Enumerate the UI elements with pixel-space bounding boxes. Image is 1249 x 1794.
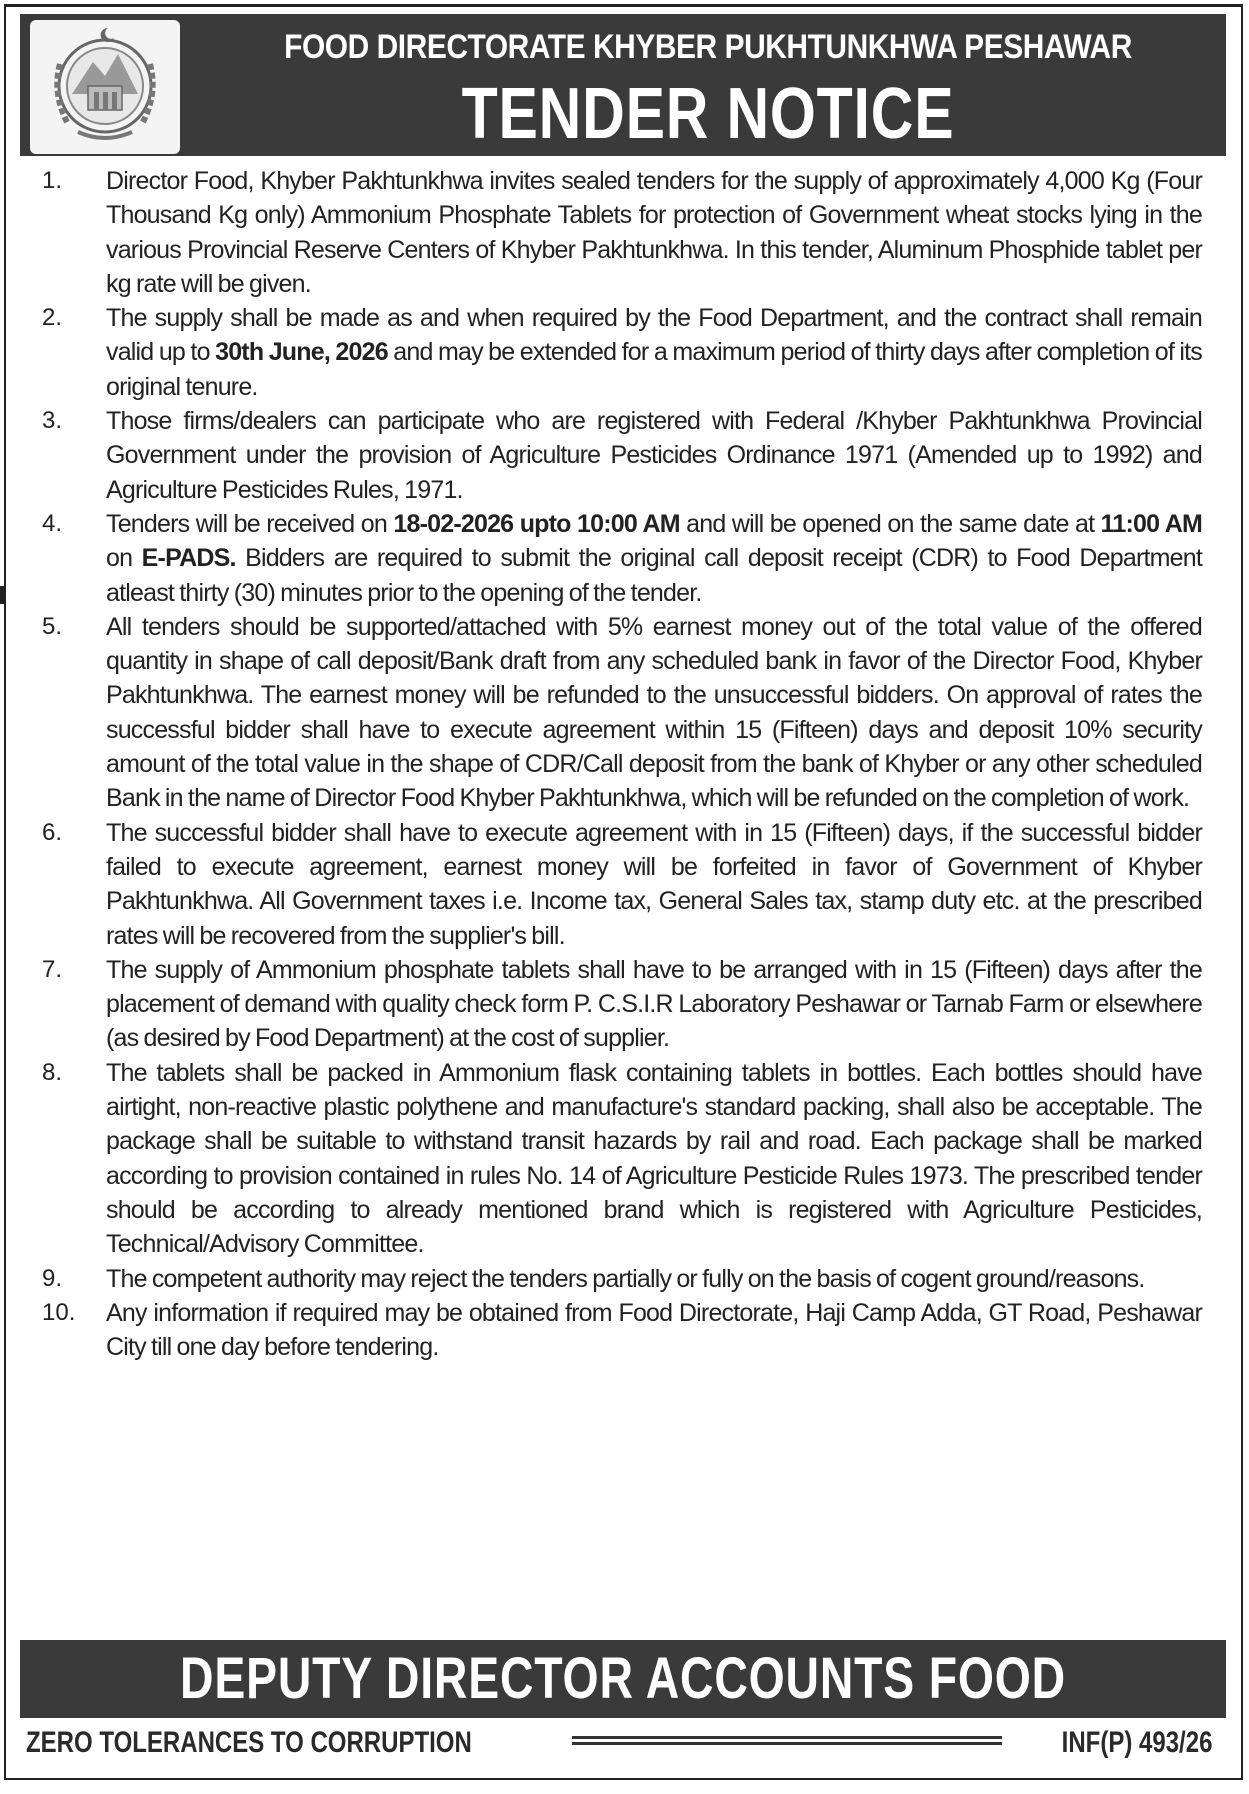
emphasized-text: 11:00 AM [1100,509,1202,538]
signatory-title: DEPUTY DIRECTOR ACCOUNTS FOOD DIRECTORATE [180,1646,1066,1781]
page-title: TENDER NOTICE [461,74,955,154]
item-number: 4. [42,509,63,537]
text-segment: on [106,544,142,573]
text-segment: Director Food, Khyber Pakhtunkhwa invites sealed tenders for the supply of approximately 4,000 Kg (Four Thousand Kg only) Ammonium Phosphate Tablets for protection of Government wheat stocks lying in the various Provincial Reserve Centers of Khyber Pakhtunkhwa. In this tender, Aluminum Phosphide tablet per kg rate will be given. [106,167,1202,298]
item-number: 9. [42,1264,63,1292]
emphasized-text: 18-02-2026 upto 10:00 AM [393,509,680,538]
item-number: 5. [42,612,63,640]
item-number: 2. [42,304,63,332]
text-segment: Bidders are required to submit the original call deposit receipt (CDR) to Food Department atleast thirty (30) minutes prior to the opening of the tender. [106,544,1202,607]
item-number: 8. [42,1058,63,1086]
item-text [106,507,1202,610]
item-number: 7. [42,955,63,983]
text-segment: The supply of Ammonium phosphate tablets shall have to be arranged with in 15 (Fifteen) days after the placement of demand with quality check form P. C.S.I.R Laboratory Peshawar or Tarnab Farm or elsewhere (as desired by Food Department) at the cost of supplier. [106,955,1202,1053]
item-number: 3. [42,407,63,435]
organization-name: FOOD DIRECTORATE KHYBER PUKHTUNKHWA PESHAWAR [284,28,1132,66]
item-number: 1. [42,167,63,194]
text-segment: The supply shall be made as and when required by the Food Department, and the contract shall remain valid up to [106,304,1202,367]
item-text [106,1296,1202,1365]
list-item [20,1262,1226,1296]
emphasized-text: E-PADS. [141,544,236,573]
tender-terms-list [20,164,1226,1364]
text-segment: All tenders should be supported/attached with 5% earnest money out of the total value of the offered quantity in shape of call deposit/Bank draft from any scheduled bank in favor of the Director Food, Khyber Pakhtunkhwa. The earnest money will be refunded to the unsuccessful bidders. On approval of rates the successful bidder shall have to execute agreement within 15 (Fifteen) days and deposit 10% security amount of the total value in the shape of CDR/Call deposit from the bank of Khyber or any other scheduled Bank in the name of Director Food Khyber Pakhtunkhwa, which will be refunded on the completion of work. [106,612,1202,813]
tender-notice [20,14,1226,1781]
text-segment: Any information if required may be obtained from Food Directorate, Haji Camp Adda, GT Road, Peshawar City till one day before tendering. [106,1298,1202,1362]
government-logo [30,20,180,154]
text-segment: The tablets shall be packed in Ammonium flask containing tablets in bottles. Each bottles should have airtight, non-reactive plastic polythene and manufacture's standard packing, shall also be acceptable. The package shall be suitable to withstand transit hazards by rail and road. Each package shall be marked according to provision contained in rules No. 14 of Agriculture Pesticide Rules 1973. The prescribed tender should be according to already mentioned brand which is registered with Agriculture Pesticides, Technical/Advisory Committee. [106,1058,1202,1259]
text-segment: and will be opened on the same date at [679,509,1101,538]
footer-tagline [20,1722,1226,1764]
reference-number: INF(P) 493/26 [1061,1726,1212,1759]
double-rule-divider [572,1736,1002,1745]
list-item [20,404,1226,507]
text-segment: The competent authority may reject the tenders partially or fully on the basis of cogent ground/reasons. [106,1264,1145,1293]
item-text [106,610,1202,816]
list-item [20,1056,1226,1262]
item-text [106,1056,1202,1262]
text-segment: and may be extended for a maximum period of thirty days after completion of its original tenure. [106,338,1203,401]
item-number: 6. [42,818,63,846]
list-item [20,164,1226,301]
margin-mark [0,586,4,604]
list-item [20,301,1226,404]
text-segment: Those firms/dealers can participate who are registered with Federal /Khyber Pakhtunkhwa Provincial Government under the provision of Agriculture Pesticides Ordinance 1971 (Amended up to 1992) and Agriculture Pesticides Rules, 1971. [106,407,1202,504]
item-text [106,816,1202,953]
item-number: 10. [42,1298,76,1326]
notice-header [20,14,1226,156]
item-text [106,953,1202,1056]
text-segment: The successful bidder shall have to execute agreement with in 15 (Fifteen) days, if the successful bidder failed to execute agreement, earnest money will be forfeited in favor of Government of Khyber Pakhtunkhwa. All Government taxes i.e. Income tax, General Sales tax, stamp duty etc. at the prescribed rates will be recovered from the supplier's bill. [106,818,1202,950]
item-text [106,164,1202,301]
item-text [106,404,1202,507]
list-item [20,953,1226,1056]
khyber-pakhtunkhwa-emblem-icon [38,24,172,150]
emphasized-text: 30th June, 2026 [215,338,388,367]
list-item [20,507,1226,610]
item-text [106,301,1202,404]
item-text [106,1262,1202,1296]
list-item [20,1296,1226,1365]
list-item [20,816,1226,953]
text-segment: Tenders will be received on [106,509,394,538]
anti-corruption-slogan: ZERO TOLERANCES TO CORRUPTION [26,1726,472,1759]
list-item [20,610,1226,816]
